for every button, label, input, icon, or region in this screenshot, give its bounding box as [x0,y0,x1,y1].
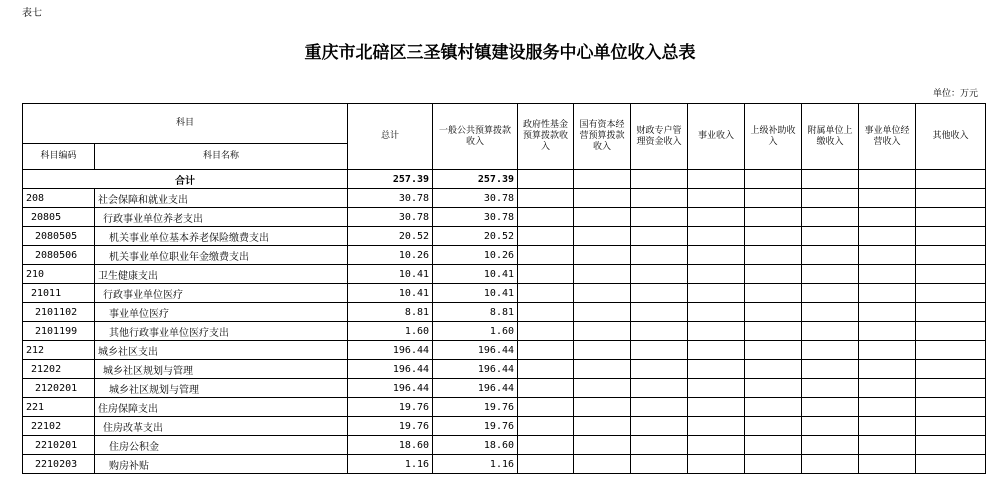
empty-cell [802,322,859,341]
empty-cell [916,284,986,303]
empty-cell [859,436,916,455]
empty-cell [574,455,631,474]
table-row [23,455,986,474]
empty-cell [574,360,631,379]
empty-cell [574,379,631,398]
empty-cell [745,455,802,474]
empty-cell [688,455,745,474]
row-total: 20.52 [348,227,433,246]
empty-cell [688,227,745,246]
subject-name: 社会保障和就业支出 [95,189,348,208]
empty-cell [745,303,802,322]
empty-cell [859,265,916,284]
empty-cell [574,284,631,303]
total-amount: 257.39 [348,170,433,189]
row-total: 10.41 [348,265,433,284]
row-general-budget: 20.52 [433,227,518,246]
total-general-budget: 257.39 [433,170,518,189]
header-operating: 事业单位经营收入 [859,104,916,170]
empty-cell [916,341,986,360]
header-code: 科目编码 [23,144,95,170]
subject-name: 购房补贴 [95,455,348,474]
empty-cell [745,436,802,455]
empty-cell [859,360,916,379]
row-total: 19.76 [348,398,433,417]
empty-cell [631,303,688,322]
empty-cell [916,208,986,227]
empty-cell [574,246,631,265]
empty-cell [802,436,859,455]
row-total: 196.44 [348,379,433,398]
header-superior-subsidy: 上级补助收入 [745,104,802,170]
row-general-budget: 30.78 [433,208,518,227]
empty-cell [518,379,574,398]
subject-name: 住房保障支出 [95,398,348,417]
row-general-budget: 196.44 [433,379,518,398]
empty-cell [859,379,916,398]
empty-cell [631,208,688,227]
row-general-budget: 1.60 [433,322,518,341]
empty-cell [802,227,859,246]
subject-code: 20805 [23,208,95,227]
row-total: 30.78 [348,208,433,227]
table-row [23,189,986,208]
subject-code: 2101199 [23,322,95,341]
empty-cell [859,303,916,322]
empty-cell [916,322,986,341]
empty-cell [745,360,802,379]
empty-cell [688,436,745,455]
empty-cell [859,227,916,246]
table-row [23,284,986,303]
empty-cell [688,360,745,379]
subject-code: 221 [23,398,95,417]
row-total: 196.44 [348,360,433,379]
empty-cell [631,322,688,341]
empty-cell [745,265,802,284]
subject-code: 210 [23,265,95,284]
header-name: 科目名称 [95,144,348,170]
empty-cell [802,265,859,284]
row-total: 19.76 [348,417,433,436]
subject-name: 城乡社区规划与管理 [95,360,348,379]
empty-cell [518,341,574,360]
subject-name: 机关事业单位基本养老保险缴费支出 [95,227,348,246]
table-row [23,265,986,284]
table-number-label: 表七 [22,8,42,19]
empty-cell [802,246,859,265]
empty-cell [802,208,859,227]
empty-cell [631,189,688,208]
empty-cell [518,398,574,417]
empty-cell [574,341,631,360]
row-general-budget: 19.76 [433,417,518,436]
table-row [23,360,986,379]
empty-cell [574,227,631,246]
table-row [23,322,986,341]
table-row [23,303,986,322]
table-row [23,398,986,417]
subject-name: 机关事业单位职业年金缴费支出 [95,246,348,265]
subject-name: 事业单位医疗 [95,303,348,322]
empty-cell [745,246,802,265]
empty-cell [916,455,986,474]
empty-cell [631,284,688,303]
header-total: 总计 [348,104,433,170]
empty-cell [518,227,574,246]
subject-name: 卫生健康支出 [95,265,348,284]
empty-cell [631,246,688,265]
empty-cell [518,284,574,303]
subject-code: 22102 [23,417,95,436]
empty-cell [631,455,688,474]
empty-cell [745,398,802,417]
row-general-budget: 8.81 [433,303,518,322]
empty-cell [859,322,916,341]
empty-cell [802,303,859,322]
table-row [23,341,986,360]
subject-code: 212 [23,341,95,360]
row-general-budget: 30.78 [433,189,518,208]
empty-cell [916,265,986,284]
row-total: 10.41 [348,284,433,303]
empty-cell [518,455,574,474]
subject-code: 2210201 [23,436,95,455]
row-total: 196.44 [348,341,433,360]
header-gov-fund: 政府性基金预算拨款收入 [518,104,574,170]
header-business: 事业收入 [688,104,745,170]
subject-code: 21011 [23,284,95,303]
row-general-budget: 196.44 [433,360,518,379]
row-general-budget: 10.41 [433,265,518,284]
empty-cell [859,455,916,474]
row-total: 18.60 [348,436,433,455]
empty-cell [631,379,688,398]
header-general-budget: 一般公共预算拨款收入 [433,104,518,170]
subject-name: 住房公积金 [95,436,348,455]
empty-cell [688,303,745,322]
row-total: 10.26 [348,246,433,265]
empty-cell [802,284,859,303]
empty-cell [574,189,631,208]
empty-cell [518,360,574,379]
subject-name: 城乡社区规划与管理 [95,379,348,398]
table-row [23,436,986,455]
subject-name: 住房改革支出 [95,417,348,436]
empty-cell [518,189,574,208]
empty-cell [859,341,916,360]
header-state-capital: 国有资本经营预算拨款收入 [574,104,631,170]
empty-cell [688,189,745,208]
subject-code: 2210203 [23,455,95,474]
subject-code: 2101102 [23,303,95,322]
empty-cell [916,379,986,398]
header-subject: 科目 [23,104,348,144]
subject-code: 21202 [23,360,95,379]
income-summary-table [22,103,986,474]
empty-cell [631,265,688,284]
page-title: 重庆市北碚区三圣镇村镇建设服务中心单位收入总表 [304,43,696,63]
empty-cell [745,322,802,341]
empty-cell [574,436,631,455]
subject-code: 208 [23,189,95,208]
empty-cell [745,379,802,398]
empty-cell [688,265,745,284]
subject-code: 2080505 [23,227,95,246]
empty-cell [802,398,859,417]
unit-label: 单位：万元 [932,89,978,99]
empty-cell [916,303,986,322]
empty-cell [518,246,574,265]
subject-name: 行政事业单位养老支出 [95,208,348,227]
empty-cell [574,265,631,284]
empty-cell [859,208,916,227]
header-affiliated: 附属单位上缴收入 [802,104,859,170]
table-row [23,417,986,436]
empty-cell [802,379,859,398]
empty-cell [688,208,745,227]
empty-cell [802,417,859,436]
table-row [23,208,986,227]
empty-cell [802,189,859,208]
empty-cell [916,360,986,379]
row-general-budget: 19.76 [433,398,518,417]
empty-cell [631,436,688,455]
empty-cell [574,322,631,341]
empty-cell [745,417,802,436]
empty-cell [518,436,574,455]
empty-cell [688,322,745,341]
empty-cell [688,246,745,265]
row-general-budget: 10.26 [433,246,518,265]
empty-cell [631,360,688,379]
empty-cell [518,303,574,322]
empty-cell [745,208,802,227]
empty-cell [745,341,802,360]
empty-cell [688,379,745,398]
row-general-budget: 18.60 [433,436,518,455]
empty-cell [916,436,986,455]
empty-cell [916,227,986,246]
empty-cell [518,208,574,227]
row-general-budget: 1.16 [433,455,518,474]
subject-name: 城乡社区支出 [95,341,348,360]
row-total: 1.16 [348,455,433,474]
empty-cell [859,398,916,417]
subject-code: 2080506 [23,246,95,265]
empty-cell [518,417,574,436]
empty-cell [745,284,802,303]
table-row [23,379,986,398]
empty-cell [745,189,802,208]
empty-cell [916,417,986,436]
empty-cell [631,398,688,417]
empty-cell [688,417,745,436]
subject-name: 行政事业单位医疗 [95,284,348,303]
empty-cell [574,398,631,417]
empty-cell [859,189,916,208]
row-general-budget: 196.44 [433,341,518,360]
empty-cell [631,227,688,246]
row-total: 8.81 [348,303,433,322]
empty-cell [859,417,916,436]
table-row [23,227,986,246]
empty-cell [802,360,859,379]
empty-cell [688,284,745,303]
empty-cell [518,322,574,341]
header-fiscal-special: 财政专户管理资金收入 [631,104,688,170]
empty-cell [916,398,986,417]
empty-cell [574,417,631,436]
empty-cell [631,417,688,436]
table-row [23,246,986,265]
header-other: 其他收入 [916,104,986,170]
empty-cell [859,284,916,303]
empty-cell [859,246,916,265]
subject-code: 2120201 [23,379,95,398]
empty-cell [688,398,745,417]
empty-cell [631,341,688,360]
empty-cell [574,303,631,322]
total-row [23,170,986,189]
empty-cell [574,208,631,227]
empty-cell [688,341,745,360]
row-total: 30.78 [348,189,433,208]
empty-cell [745,227,802,246]
empty-cell [802,455,859,474]
empty-cell [518,265,574,284]
row-total: 1.60 [348,322,433,341]
subject-name: 其他行政事业单位医疗支出 [95,322,348,341]
empty-cell [802,341,859,360]
empty-cell [916,189,986,208]
empty-cell [916,246,986,265]
total-label: 合计 [23,170,348,189]
row-general-budget: 10.41 [433,284,518,303]
